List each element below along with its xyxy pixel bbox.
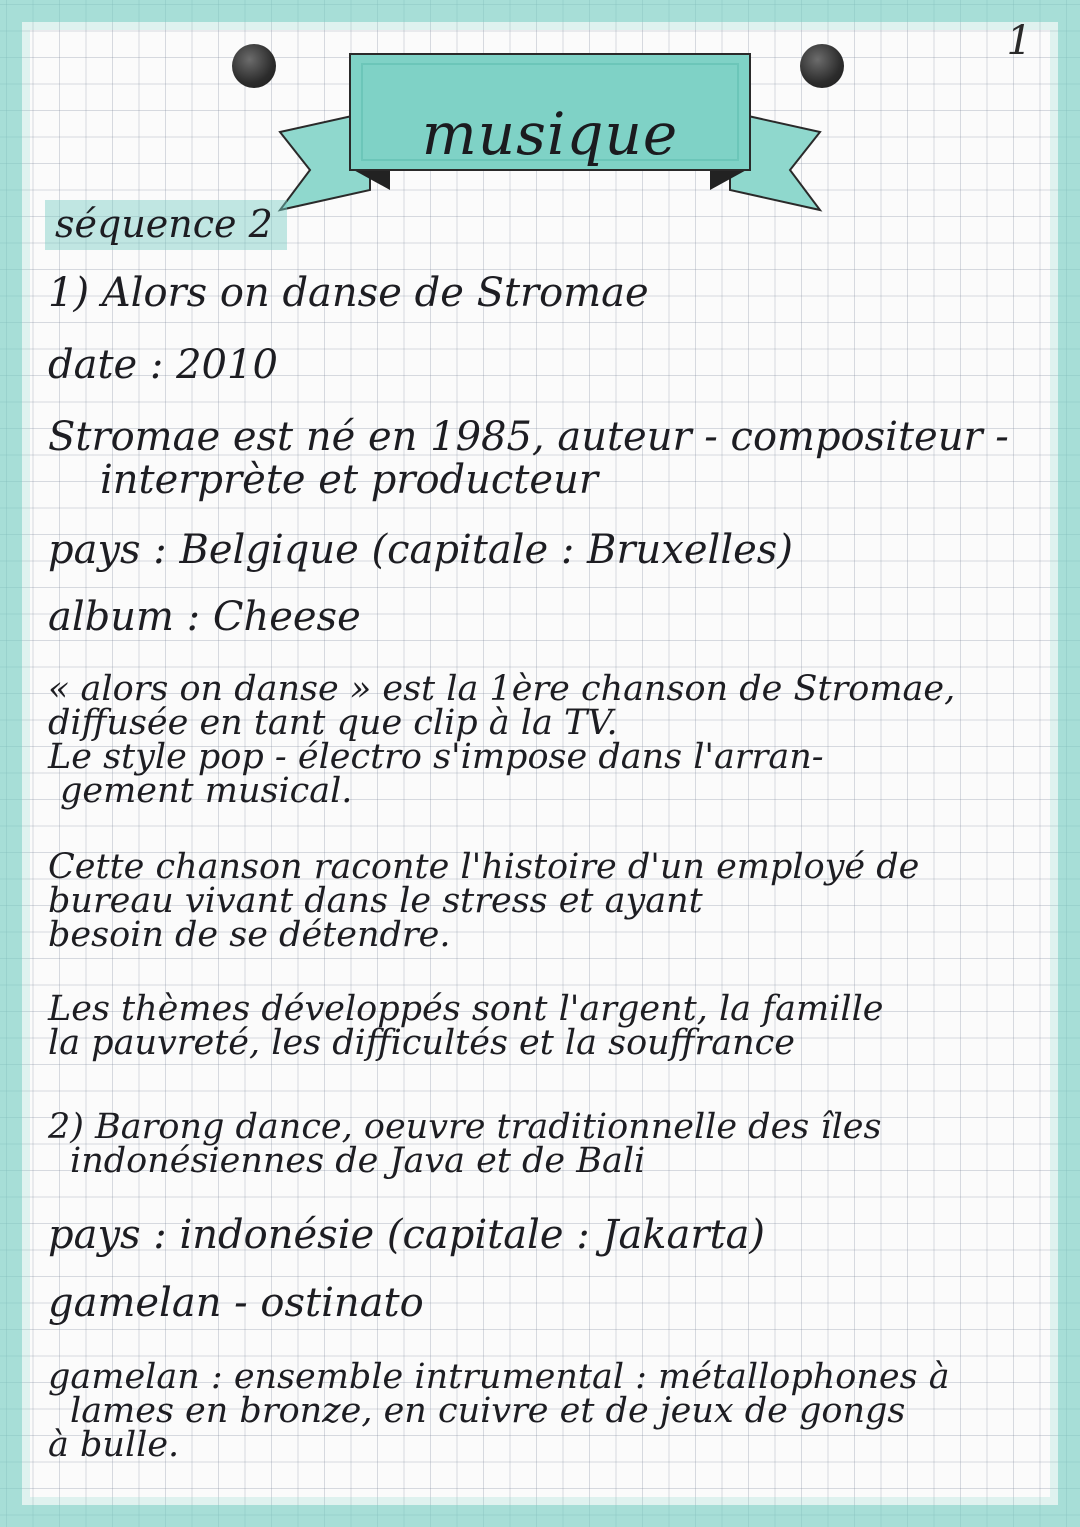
note-line: Cette chanson raconte l'histoire d'un employé de bbox=[48, 847, 920, 887]
note-line: à bulle. bbox=[48, 1425, 180, 1465]
page-title: musique bbox=[421, 100, 679, 168]
note-line: 2) Barong dance, oeuvre traditionnelle des îles bbox=[48, 1107, 882, 1147]
note-line: pays : indonésie (capitale : Jakarta) bbox=[48, 1212, 766, 1258]
note-line: « alors on danse » est la 1ère chanson de Stromae, bbox=[48, 669, 956, 709]
sequence-label: séquence 2 bbox=[45, 200, 287, 250]
note-line: pays : Belgique (capitale : Bruxelles) bbox=[48, 527, 793, 573]
note-line: gamelan - ostinato bbox=[48, 1280, 424, 1326]
note-line: date : 2010 bbox=[48, 342, 278, 388]
page-number: 1 bbox=[1006, 18, 1032, 64]
note-line: gamelan : ensemble intrumental : métallophones à bbox=[48, 1357, 950, 1397]
title-banner bbox=[270, 40, 830, 215]
note-line: Les thèmes développés sont l'argent, la famille bbox=[48, 989, 884, 1029]
note-line: indonésiennes de Java et de Bali bbox=[70, 1141, 646, 1181]
note-line: Stromae est né en 1985, auteur - compositeur - bbox=[48, 414, 1009, 460]
note-line: gement musical. bbox=[60, 771, 353, 811]
note-line: Le style pop - électro s'impose dans l'arran- bbox=[48, 737, 824, 777]
note-line: album : Cheese bbox=[48, 594, 361, 640]
note-line: 1) Alors on danse de Stromae bbox=[48, 270, 649, 316]
note-line: la pauvreté, les difficultés et la souffrance bbox=[48, 1023, 795, 1063]
note-line: diffusée en tant que clip à la TV. bbox=[48, 703, 618, 743]
note-line: bureau vivant dans le stress et ayant bbox=[48, 881, 703, 921]
note-line: interprète et producteur bbox=[100, 457, 598, 503]
note-line: besoin de se détendre. bbox=[48, 915, 451, 955]
note-line: lames en bronze, en cuivre et de jeux de gongs bbox=[70, 1391, 906, 1431]
